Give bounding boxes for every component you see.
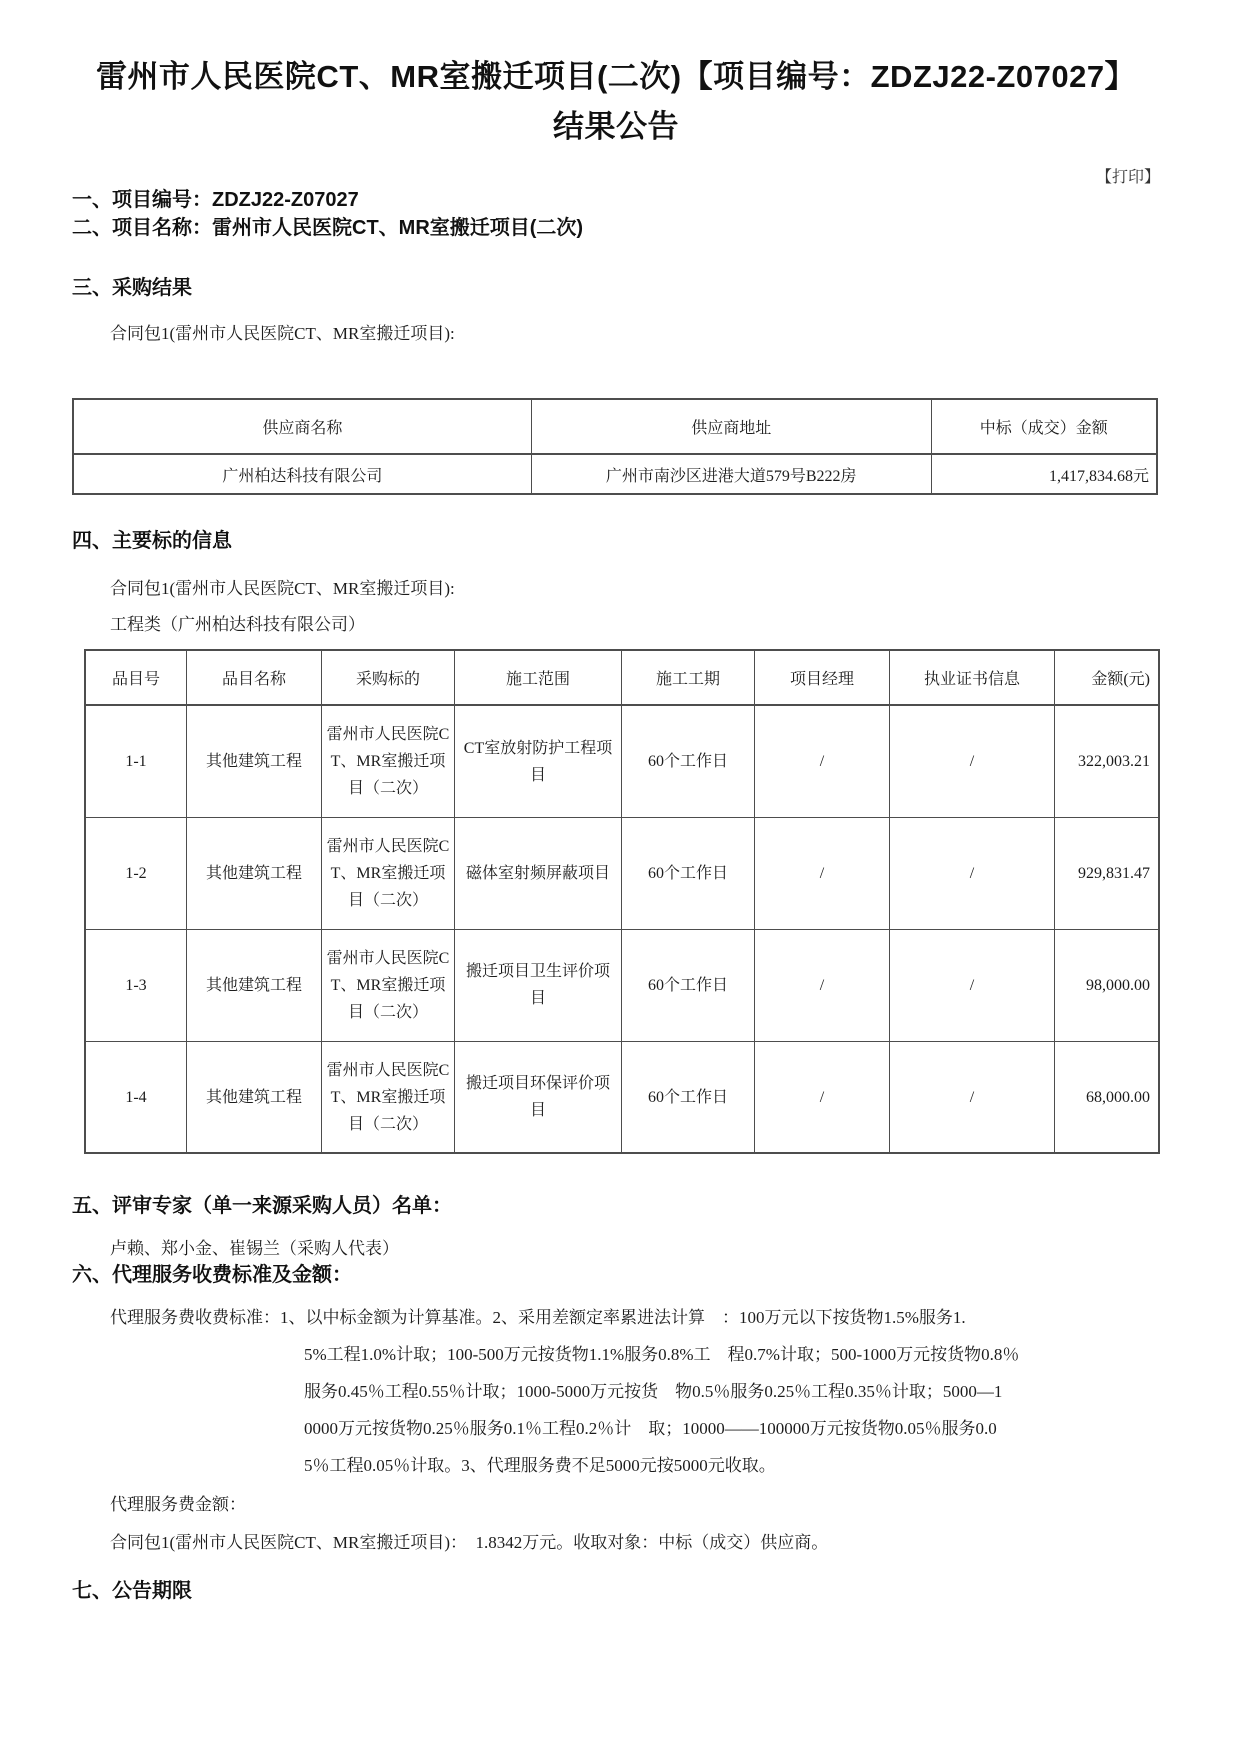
page-title-line2: 结果公告 <box>553 109 679 145</box>
column-header: 品目号 <box>85 650 187 705</box>
page-title-line1: 雷州市人民医院CT、MR室搬迁项目(二次)【项目编号：ZDZJ22-Z07027】 <box>95 59 1137 94</box>
fee-standard-line: 5%工程1.0%计取；100-500万元按货物1.1%服务0.8%工 程0.7%计取；500-1000万元按货物0.8％ <box>304 1345 1020 1365</box>
print-row <box>72 164 1160 186</box>
table-cell: 广州柏达科技有限公司 <box>73 454 531 494</box>
table-cell: 60个工作日 <box>622 1041 755 1153</box>
column-header: 施工工期 <box>622 650 755 705</box>
table-cell: 雷州市人民医院CT、MR室搬迁项目（二次） <box>322 929 455 1041</box>
table-row <box>73 454 1157 494</box>
table-cell: 雷州市人民医院CT、MR室搬迁项目（二次） <box>322 1041 455 1153</box>
section-heading-procurement-result: 三、采购结果 <box>72 277 192 300</box>
table-cell: CT室放射防护工程项目 <box>455 705 622 817</box>
column-header: 项目经理 <box>755 650 890 705</box>
table-cell: 广州市南沙区进港大道579号B222房 <box>531 454 931 494</box>
column-header: 品目名称 <box>187 650 322 705</box>
table-cell: 1,417,834.68元 <box>931 454 1157 494</box>
column-header: 采购标的 <box>322 650 455 705</box>
package-line-subject: 合同包1(雷州市人民医院CT、MR室搬迁项目): <box>110 579 455 599</box>
section-heading-project-number: 一、项目编号：ZDZJ22-Z07027 <box>72 189 359 212</box>
table-cell: 其他建筑工程 <box>187 1041 322 1153</box>
page-title <box>72 52 1160 152</box>
section-heading-project-name: 二、项目名称：雷州市人民医院CT、MR室搬迁项目(二次) <box>72 217 584 240</box>
section-heading-announcement-period: 七、公告期限 <box>72 1580 192 1603</box>
fee-standard-paragraph <box>72 1299 1160 1484</box>
table-cell: 雷州市人民医院CT、MR室搬迁项目（二次） <box>322 705 455 817</box>
fee-amount-label: 代理服务费金额： <box>110 1495 246 1515</box>
section-heading-agency-fee: 六、代理服务收费标准及金额： <box>72 1264 352 1287</box>
column-header: 供应商地址 <box>531 399 931 454</box>
table-cell: 雷州市人民医院CT、MR室搬迁项目（二次） <box>322 817 455 929</box>
table-cell: 98,000.00 <box>1055 929 1160 1041</box>
table-cell: 60个工作日 <box>622 705 755 817</box>
table-cell: 1-4 <box>85 1041 187 1153</box>
fee-standard-line: 5％工程0.05％计取。3、代理服务费不足5000元按5000元收取。 <box>304 1456 776 1476</box>
table-cell: / <box>755 929 890 1041</box>
table-row <box>85 817 1159 929</box>
category-line: 工程类（广州柏达科技有限公司） <box>110 615 365 635</box>
table-cell: 搬迁项目卫生评价项目 <box>455 929 622 1041</box>
fee-standard-line: 服务0.45％工程0.55％计取；1000-5000万元按货 物0.5％服务0.25％工程0.35％计取；5000—1 <box>304 1382 1003 1402</box>
table-cell: / <box>755 1041 890 1153</box>
table-cell: 60个工作日 <box>622 929 755 1041</box>
section-heading-experts: 五、评审专家（单一来源采购人员）名单： <box>72 1195 452 1218</box>
table-cell: 1-1 <box>85 705 187 817</box>
fee-standard-line: 代理服务费收费标准：1、以中标金额为计算基准。2、采用差额定率累进法计算 ：100万元以下按货物1.5%服务1. <box>110 1308 966 1328</box>
table-cell: 其他建筑工程 <box>187 929 322 1041</box>
column-header: 中标（成交）金额 <box>931 399 1157 454</box>
table-cell: 322,003.21 <box>1055 705 1160 817</box>
table-row <box>85 929 1159 1041</box>
table-cell: / <box>890 929 1055 1041</box>
fee-standard-line: 0000万元按货物0.25％服务0.1％工程0.2％计 取；10000——100000万元按货物0.05％服务0.0 <box>304 1419 997 1439</box>
table-cell: 929,831.47 <box>1055 817 1160 929</box>
column-header: 执业证书信息 <box>890 650 1055 705</box>
table-row <box>85 705 1159 817</box>
table-cell: / <box>890 817 1055 929</box>
table-cell: 磁体室射频屏蔽项目 <box>455 817 622 929</box>
table-cell: / <box>755 705 890 817</box>
table-cell: / <box>755 817 890 929</box>
expert-names: 卢赖、郑小金、崔锡兰（采购人代表） <box>110 1239 399 1259</box>
table-cell: 1-3 <box>85 929 187 1041</box>
table-cell: 其他建筑工程 <box>187 705 322 817</box>
column-header: 金额(元) <box>1055 650 1160 705</box>
table-cell: 搬迁项目环保评价项目 <box>455 1041 622 1153</box>
column-header: 施工范围 <box>455 650 622 705</box>
supplier-table <box>72 398 1158 495</box>
table-cell: / <box>890 705 1055 817</box>
table-cell: 1-2 <box>85 817 187 929</box>
package-line-result: 合同包1(雷州市人民医院CT、MR室搬迁项目): <box>110 324 455 344</box>
table-row <box>85 1041 1159 1153</box>
table-cell: 其他建筑工程 <box>187 817 322 929</box>
column-header: 供应商名称 <box>73 399 531 454</box>
subject-detail-table <box>84 649 1160 1154</box>
table-cell: 68,000.00 <box>1055 1041 1160 1153</box>
print-button[interactable]: 【打印】 <box>1095 169 1160 187</box>
table-cell: / <box>890 1041 1055 1153</box>
fee-amount-line: 合同包1(雷州市人民医院CT、MR室搬迁项目)： 1.8342万元。收取对象：中标（成交）供应商。 <box>110 1533 829 1553</box>
table-cell: 60个工作日 <box>622 817 755 929</box>
section-heading-main-subject: 四、主要标的信息 <box>72 530 232 553</box>
